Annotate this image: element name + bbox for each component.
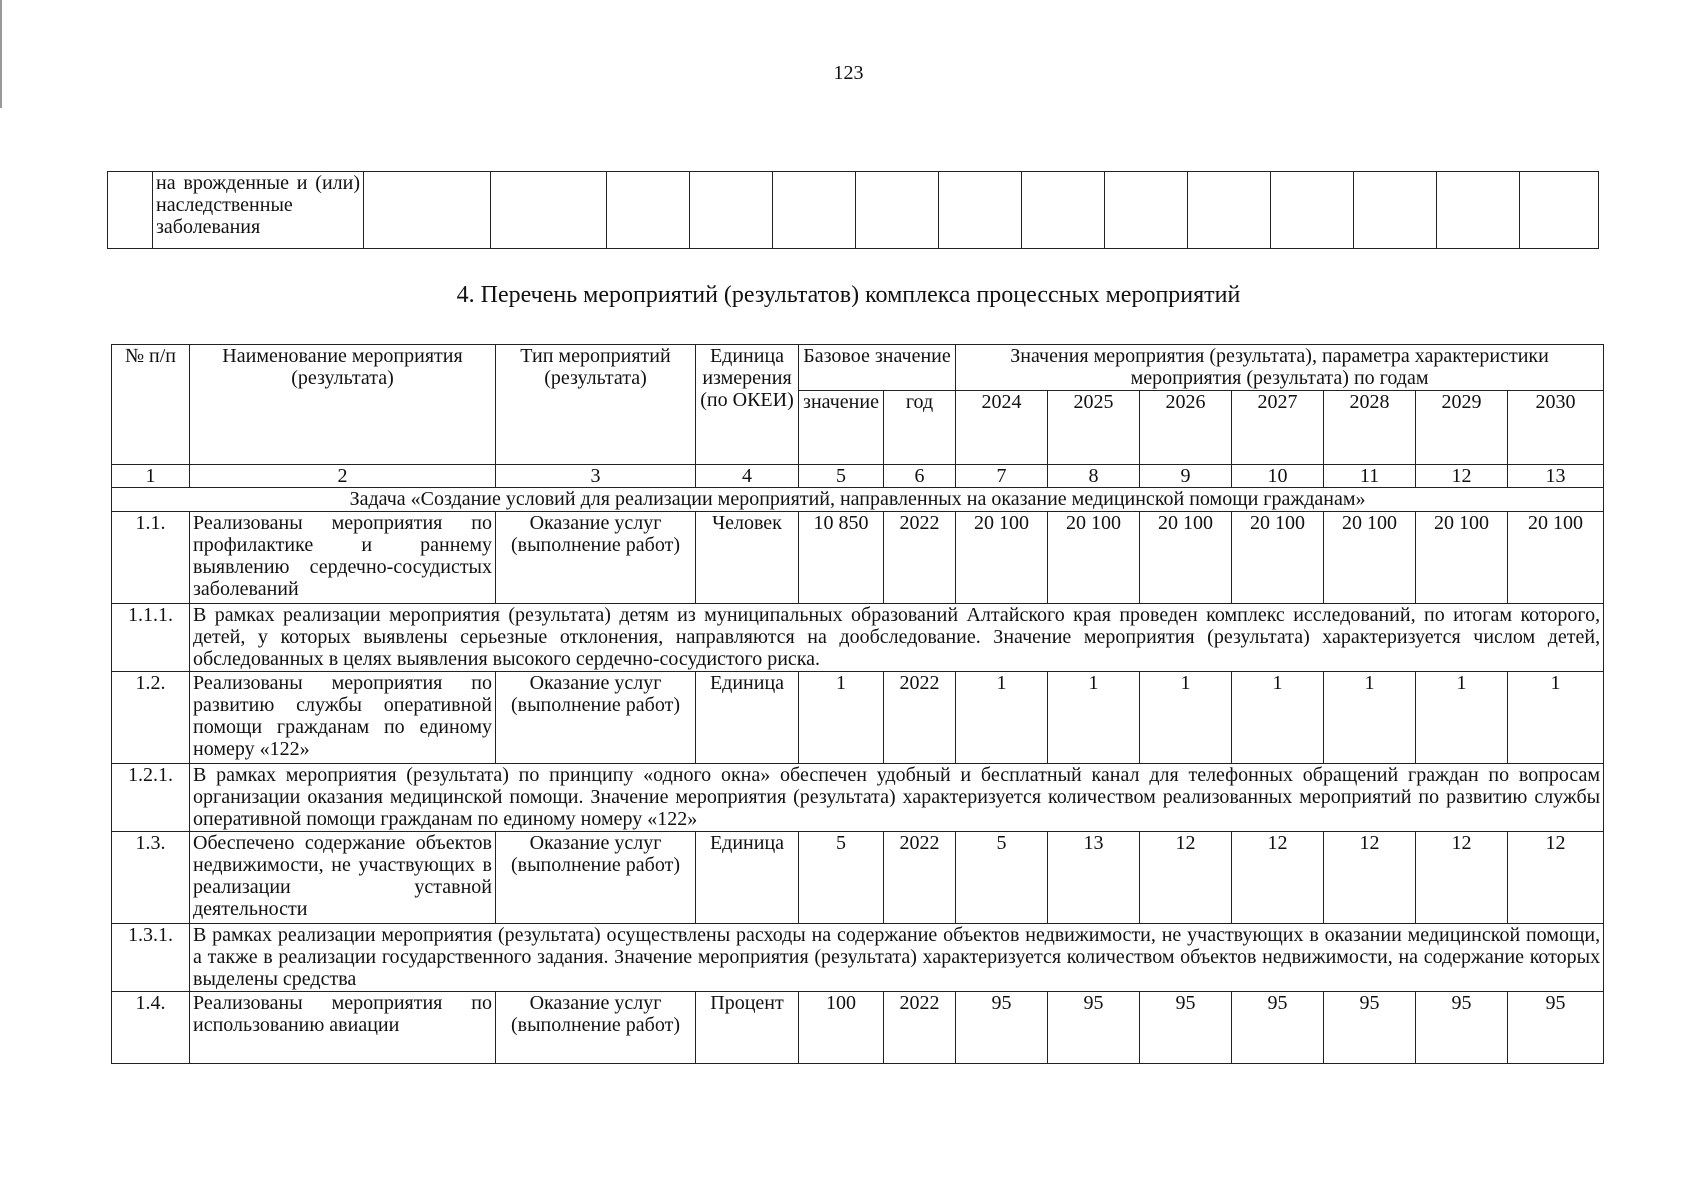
page-number: 123 [833, 62, 864, 84]
row-value: 95 [1416, 992, 1508, 1064]
row-type: Оказание услуг (выполнение работ) [496, 992, 696, 1064]
header-year: 2025 [1048, 391, 1140, 465]
header-unit: Единица измерения (по ОКЕИ) [696, 345, 799, 465]
row-num: 1.3. [112, 832, 190, 924]
row-value: 13 [1048, 832, 1140, 924]
row-num: 1.1. [112, 512, 190, 604]
table-row [112, 672, 1604, 764]
row-base-value: 5 [799, 832, 884, 924]
row-value: 1 [1416, 672, 1508, 764]
row-base-year: 2022 [884, 832, 956, 924]
row-value: 20 100 [1324, 512, 1416, 604]
header-num: № п/п [112, 345, 190, 465]
header-values: Значения мероприятия (результата), параметра характеристики мероприятия (результата) по годам [956, 345, 1604, 391]
col-number: 8 [1048, 465, 1140, 488]
row-name: Реализованы мероприятия по развитию службы оперативной помощи гражданам по единому номеру «122» [190, 672, 496, 764]
prev-cell [364, 172, 491, 249]
prev-cell [491, 172, 607, 249]
row-value: 20 100 [1508, 512, 1604, 604]
col-number: 10 [1232, 465, 1324, 488]
prev-cell [1271, 172, 1354, 249]
row-value: 95 [1048, 992, 1140, 1064]
row-base-year: 2022 [884, 992, 956, 1064]
header-year: 2027 [1232, 391, 1324, 465]
header-year: 2029 [1416, 391, 1508, 465]
row-value: 95 [956, 992, 1048, 1064]
note-num: 1.1.1. [112, 604, 190, 672]
prev-cell [108, 172, 153, 249]
prev-row-text: на врожденные и (или) наследственные заболевания [153, 172, 364, 249]
header-base: Базовое значение [799, 345, 956, 391]
header-year: 2024 [956, 391, 1048, 465]
row-num: 1.2. [112, 672, 190, 764]
row-type: Оказание услуг (выполнение работ) [496, 672, 696, 764]
prev-cell [607, 172, 690, 249]
note-row [112, 604, 1604, 672]
row-value: 20 100 [1048, 512, 1140, 604]
row-unit: Процент [696, 992, 799, 1064]
prev-cell [1022, 172, 1105, 249]
section-title: 4. Перечень мероприятий (результатов) комплекса процессных мероприятий [456, 282, 1241, 308]
col-number: 5 [799, 465, 884, 488]
row-base-value: 10 850 [799, 512, 884, 604]
scan-edge-line [0, 0, 2, 108]
row-value: 12 [1232, 832, 1324, 924]
col-number: 6 [884, 465, 956, 488]
prev-cell [773, 172, 856, 249]
row-value: 20 100 [956, 512, 1048, 604]
table-row [112, 512, 1604, 604]
prev-cell [1354, 172, 1437, 249]
task-row: Задача «Создание условий для реализации мероприятий, направленных на оказание медицинской помощи гражданам» [112, 488, 1604, 512]
col-number: 13 [1508, 465, 1604, 488]
row-value: 95 [1508, 992, 1604, 1064]
row-unit: Человек [696, 512, 799, 604]
prev-cell [1105, 172, 1188, 249]
row-value: 20 100 [1232, 512, 1324, 604]
row-base-year: 2022 [884, 672, 956, 764]
header-base-value: значение [799, 391, 884, 465]
row-value: 20 100 [1140, 512, 1232, 604]
prev-cell [939, 172, 1022, 249]
header-name: Наименование мероприятия (результата) [190, 345, 496, 465]
row-name: Реализованы мероприятия по профилактике и раннему выявлению сердечно-сосудистых заболеваний [190, 512, 496, 604]
row-value: 95 [1140, 992, 1232, 1064]
row-value: 12 [1324, 832, 1416, 924]
col-number: 7 [956, 465, 1048, 488]
row-base-value: 100 [799, 992, 884, 1064]
row-value: 1 [1140, 672, 1232, 764]
prev-cell [1437, 172, 1520, 249]
row-type: Оказание услуг (выполнение работ) [496, 512, 696, 604]
note-num: 1.2.1. [112, 764, 190, 832]
header-year: 2028 [1324, 391, 1416, 465]
row-value: 5 [956, 832, 1048, 924]
header-year: 2030 [1508, 391, 1604, 465]
header-type: Тип мероприятий (результата) [496, 345, 696, 465]
note-num: 1.3.1. [112, 924, 190, 992]
col-number: 9 [1140, 465, 1232, 488]
row-value: 1 [1508, 672, 1604, 764]
row-value: 1 [1048, 672, 1140, 764]
row-unit: Единица [696, 832, 799, 924]
row-unit: Единица [696, 672, 799, 764]
col-number: 1 [112, 465, 190, 488]
col-number: 11 [1324, 465, 1416, 488]
col-number: 3 [496, 465, 696, 488]
note-text: В рамках реализации мероприятия (результата) детям из муниципальных образований Алтайского края проведен комплекс исследований, по итогам которого, детей, у которых выявлены серьезные отклонения, направляются на дообследование. Значение мероприятия (результата) характеризуется числом детей, обследованных в целях выявления высокого сердечно-сосудистого риска. [190, 604, 1604, 672]
row-base-value: 1 [799, 672, 884, 764]
row-value: 12 [1140, 832, 1232, 924]
note-row [112, 924, 1604, 992]
col-number: 12 [1416, 465, 1508, 488]
prev-cell [1188, 172, 1271, 249]
row-name: Реализованы мероприятия по использованию авиации [190, 992, 496, 1064]
row-value: 1 [1324, 672, 1416, 764]
note-row [112, 764, 1604, 832]
note-text: В рамках реализации мероприятия (результата) осуществлены расходы на содержание объектов недвижимости, не участвующих в оказании медицинской помощи, а также в реализации государственного задания. Значение мероприятия (результата) характеризуется количеством объектов недвижимости, на содержание которых выделены средства [190, 924, 1604, 992]
col-number: 4 [696, 465, 799, 488]
col-number: 2 [190, 465, 496, 488]
row-type: Оказание услуг (выполнение работ) [496, 832, 696, 924]
header-base-year: год [884, 391, 956, 465]
measures-table [111, 344, 1604, 1064]
row-num: 1.4. [112, 992, 190, 1064]
row-value: 1 [1232, 672, 1324, 764]
table-row [112, 992, 1604, 1064]
header-year: 2026 [1140, 391, 1232, 465]
prev-cell [1520, 172, 1599, 249]
prev-cell [856, 172, 939, 249]
row-base-year: 2022 [884, 512, 956, 604]
row-name: Обеспечено содержание объектов недвижимости, не участвующих в реализации уставной деятельности [190, 832, 496, 924]
row-value: 95 [1232, 992, 1324, 1064]
row-value: 12 [1416, 832, 1508, 924]
table-row [112, 832, 1604, 924]
row-value: 95 [1324, 992, 1416, 1064]
row-value: 12 [1508, 832, 1604, 924]
previous-table-fragment [107, 171, 1599, 249]
row-value: 1 [956, 672, 1048, 764]
prev-cell [690, 172, 773, 249]
row-value: 20 100 [1416, 512, 1508, 604]
note-text: В рамках мероприятия (результата) по принципу «одного окна» обеспечен удобный и бесплатный канал для телефонных обращений граждан по вопросам организации оказания медицинской помощи. Значение мероприятия (результата) характеризуется количеством реализованных мероприятий по развитию службы оперативной помощи гражданам по единому номеру «122» [190, 764, 1604, 832]
